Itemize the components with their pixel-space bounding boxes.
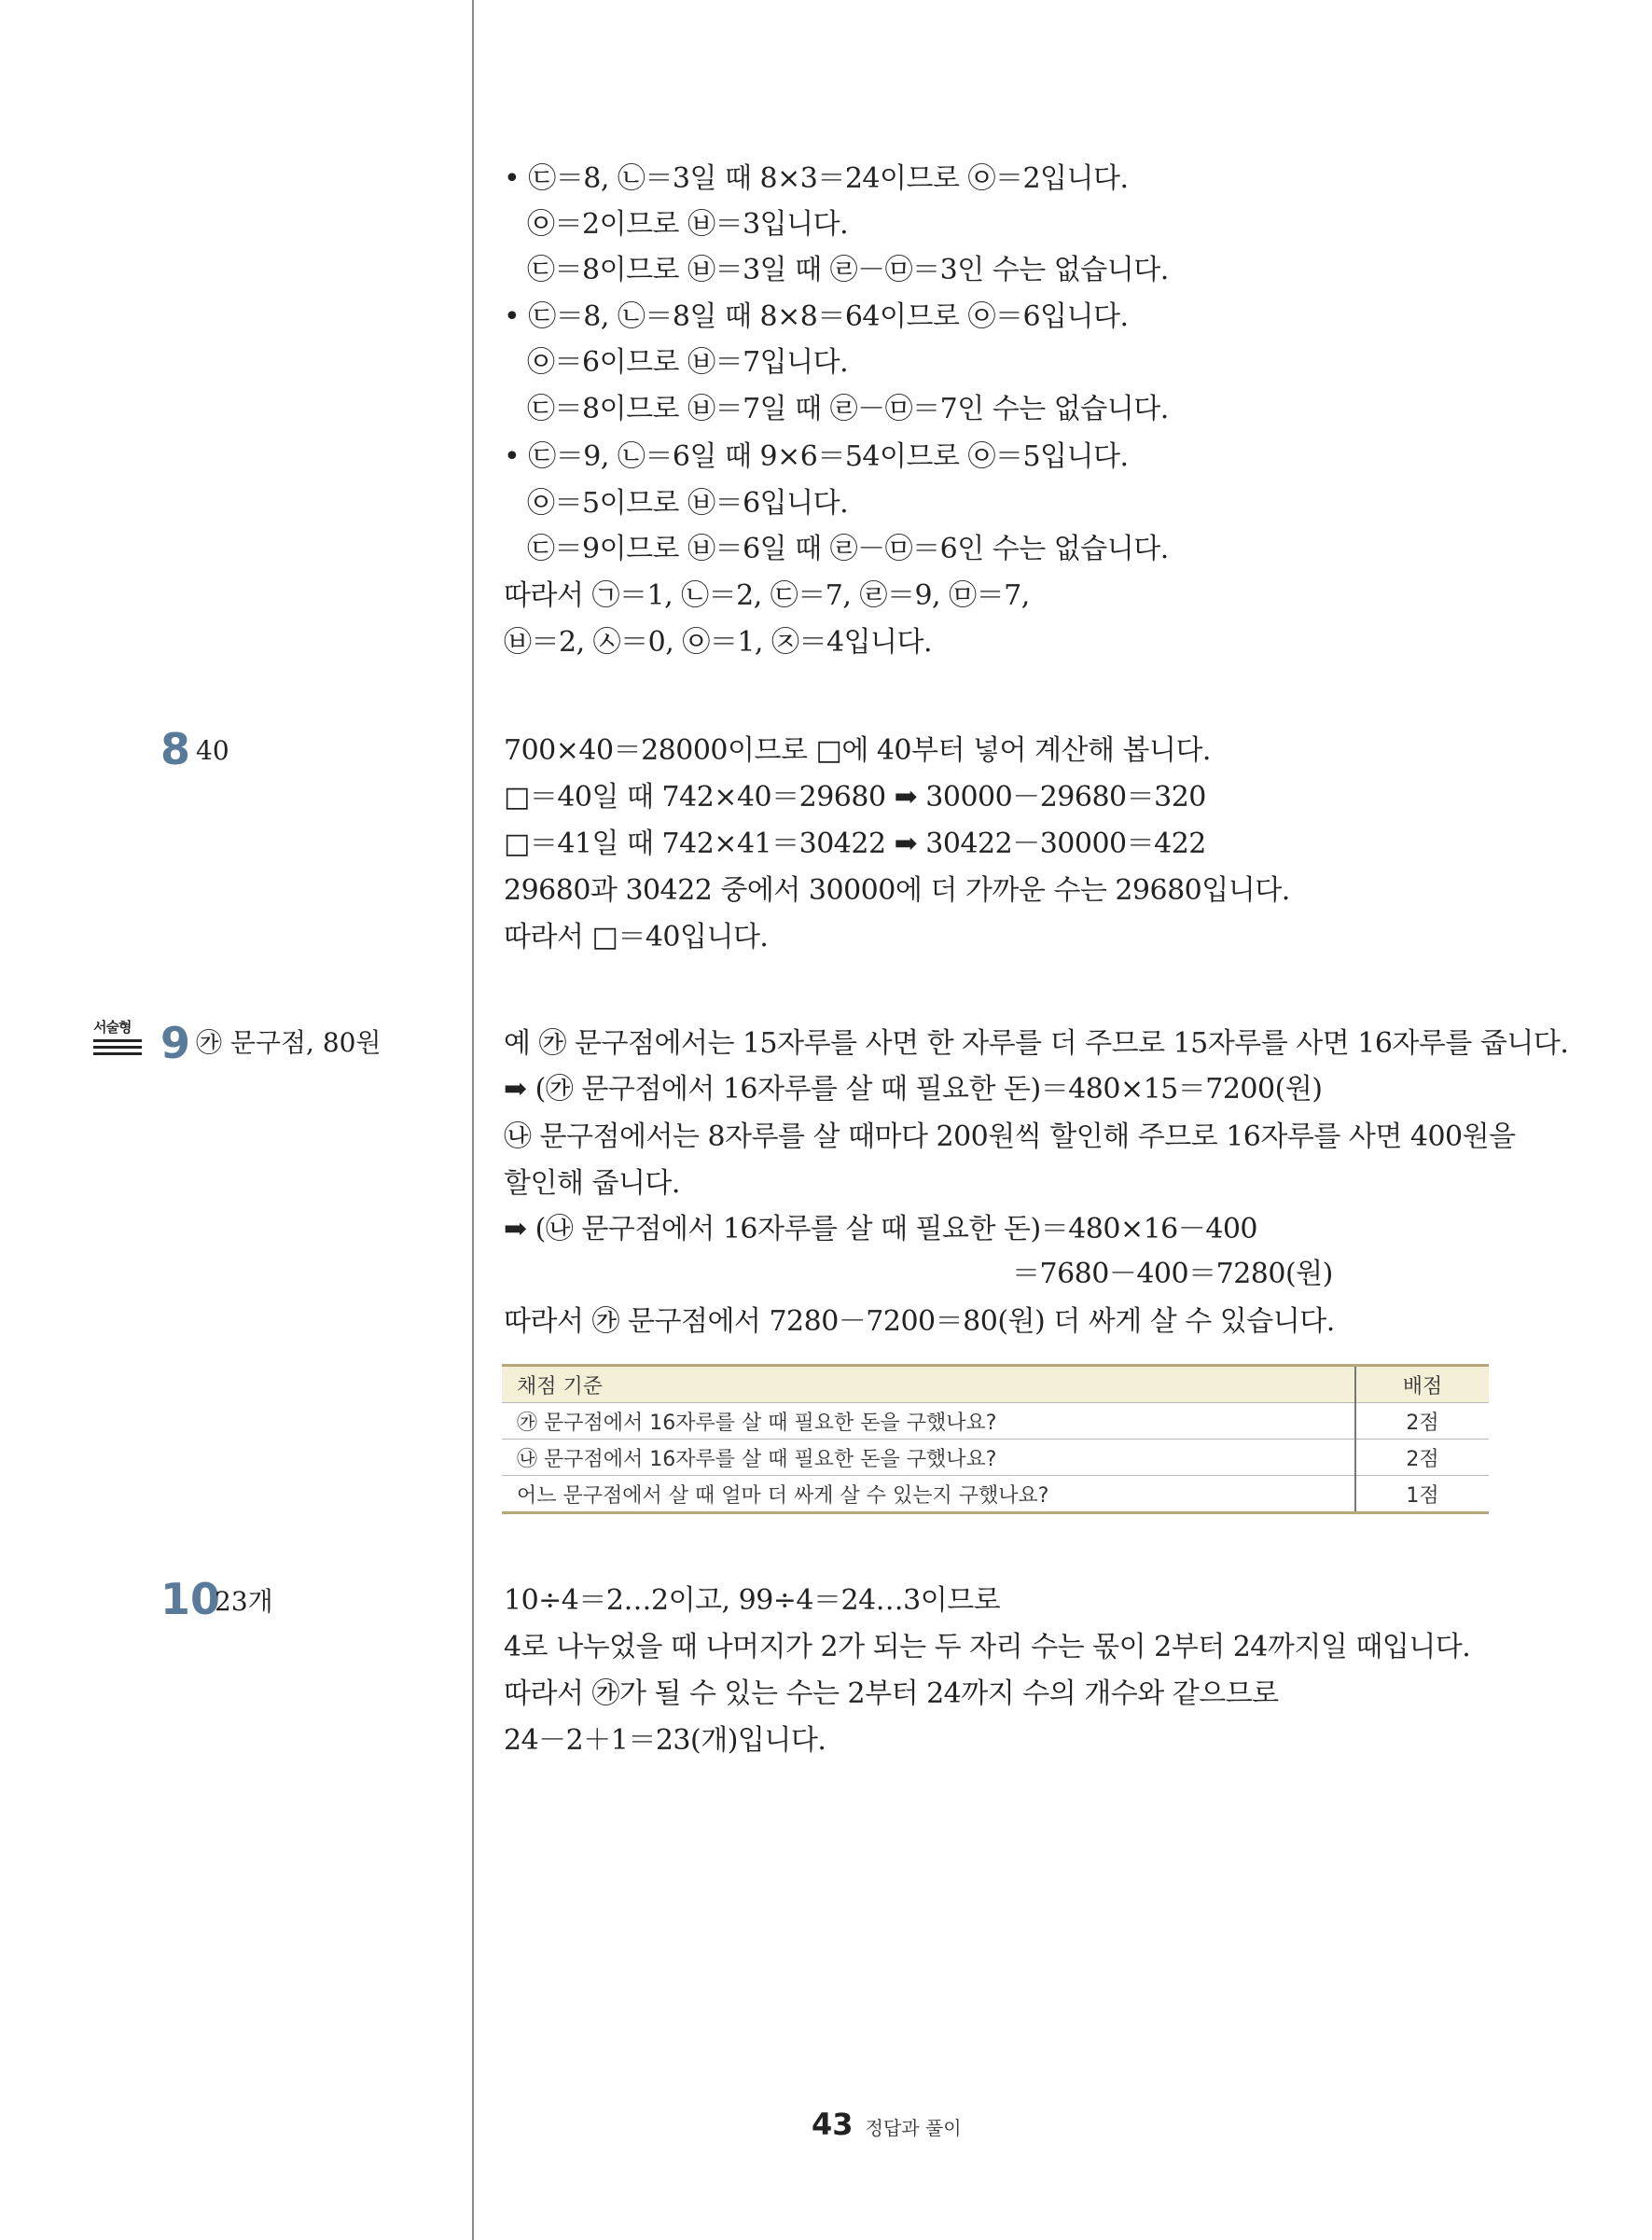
- text-line: • ㉢＝8, ㉡＝8일 때 8×8＝64이므로 ㉧＝6입니다.: [504, 300, 1129, 333]
- text-line: ㉧＝2이므로 ㉥＝3입니다.: [527, 208, 849, 241]
- text-line: • ㉢＝8, ㉡＝3일 때 8×3＝24이므로 ㉧＝2입니다.: [504, 162, 1129, 195]
- badge-line-icon: [93, 1046, 142, 1049]
- column-divider: [472, 0, 474, 2240]
- descriptive-question-badge: [93, 1019, 147, 1073]
- badge-line-icon: [93, 1039, 142, 1042]
- badge-line-icon: [93, 1052, 142, 1055]
- text-line: 따라서 ㉠＝1, ㉡＝2, ㉢＝7, ㉣＝9, ㉤＝7,: [504, 579, 1030, 612]
- table-row: [502, 1476, 1489, 1513]
- text-line: 할인해 줍니다.: [504, 1167, 680, 1200]
- question-number: 10: [160, 1574, 221, 1624]
- text-line: ➡ (㉮ 문구점에서 16자루를 살 때 필요한 돈)＝480×15＝7200(원): [504, 1073, 1323, 1106]
- text-line: ㉯ 문구점에서는 8자루를 살 때마다 200원씩 할인해 주므로 16자루를 사면 400원을: [504, 1120, 1516, 1153]
- text-line: 따라서 ㉮ 문구점에서 7280－7200＝80(원) 더 싸게 살 수 있습니다.: [504, 1305, 1335, 1338]
- points-cell: 1점: [1355, 1476, 1489, 1513]
- question-answer: 40: [196, 735, 229, 766]
- text-line: □＝40일 때 742×40＝29680 ➡ 30000－29680＝320: [504, 781, 1206, 814]
- text-line: • ㉢＝9, ㉡＝6일 때 9×6＝54이므로 ㉧＝5입니다.: [504, 440, 1129, 473]
- page-number: 43: [812, 2107, 854, 2142]
- table-row: [502, 1440, 1489, 1476]
- text-line: ㉥＝2, ㉦＝0, ㉧＝1, ㉨＝4입니다.: [504, 626, 933, 659]
- question-answer: 23개: [215, 1586, 273, 1617]
- text-line: ㉢＝8이므로 ㉥＝3일 때 ㉣－㉤＝3인 수는 없습니다.: [527, 254, 1169, 286]
- text-line: ㉢＝8이므로 ㉥＝7일 때 ㉣－㉤＝7인 수는 없습니다.: [527, 393, 1169, 425]
- question-number: 8: [160, 724, 191, 774]
- text-line: 따라서 ㉮가 될 수 있는 수는 2부터 24까지 수의 개수와 같으므로: [504, 1677, 1279, 1710]
- text-line: □＝41일 때 742×41＝30422 ➡ 30422－30000＝422: [504, 828, 1206, 860]
- question-number: 9: [160, 1018, 191, 1068]
- criteria-cell: ㉯ 문구점에서 16자루를 살 때 필요한 돈을 구했나요?: [502, 1440, 1355, 1476]
- text-line: 예 ㉮ 문구점에서는 15자루를 사면 한 자루를 더 주므로 15자루를 사면 16자루를 줍니다.: [504, 1027, 1569, 1060]
- table-header-row: [502, 1366, 1489, 1403]
- badge-label: 서술형: [93, 1019, 132, 1036]
- text-line: 10÷4＝2…2이고, 99÷4＝24…3이므로: [504, 1584, 1001, 1617]
- grading-criteria-table: [502, 1364, 1489, 1514]
- criteria-cell: 어느 문구점에서 살 때 얼마 더 싸게 살 수 있는지 구했나요?: [502, 1476, 1355, 1513]
- text-line: ㉢＝9이므로 ㉥＝6일 때 ㉣－㉤＝6인 수는 없습니다.: [527, 533, 1169, 565]
- text-line: ㉧＝5이므로 ㉥＝6입니다.: [527, 487, 849, 520]
- table-header-points: 배점: [1355, 1366, 1489, 1403]
- table-header-criteria: 채점 기준: [502, 1366, 1355, 1403]
- text-line: ➡ (㉯ 문구점에서 16자루를 살 때 필요한 돈)＝480×16－400: [504, 1213, 1258, 1245]
- points-cell: 2점: [1355, 1403, 1489, 1440]
- text-line: 29680과 30422 중에서 30000에 더 가까운 수는 29680입니다.: [504, 874, 1290, 907]
- criteria-cell: ㉮ 문구점에서 16자루를 살 때 필요한 돈을 구했나요?: [502, 1403, 1355, 1440]
- question-answer: ㉮ 문구점, 80원: [196, 1027, 382, 1058]
- table-row: [502, 1403, 1489, 1440]
- text-line: ＝7680－400＝7280(원): [1012, 1258, 1333, 1290]
- text-line: 24－2＋1＝23(개)입니다.: [504, 1724, 826, 1757]
- text-line: 따라서 □＝40입니다.: [504, 921, 769, 953]
- footer-label: 정답과 풀이: [865, 2117, 962, 2139]
- text-line: 700×40＝28000이므로 □에 40부터 넣어 계산해 봅니다.: [504, 734, 1211, 767]
- page-footer: [812, 2107, 962, 2142]
- text-line: 4로 나누었을 때 나머지가 2가 되는 두 자리 수는 몫이 2부터 24까지일 때입니다.: [504, 1631, 1471, 1663]
- points-cell: 2점: [1355, 1440, 1489, 1476]
- text-line: ㉧＝6이므로 ㉥＝7입니다.: [527, 346, 849, 379]
